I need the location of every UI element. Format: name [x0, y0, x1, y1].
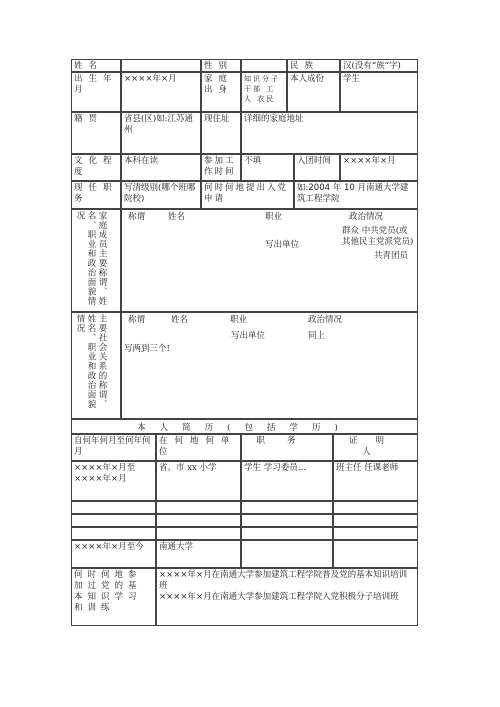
family-origin-label: 家庭出身 [201, 72, 241, 112]
training-line-2: ××××年×月在南通大学参加建筑工程学院入党积极分子培训班 [159, 592, 399, 602]
gender-value[interactable] [241, 59, 287, 72]
resume-row-3-period[interactable] [71, 514, 156, 527]
resume-row-4-period[interactable] [71, 527, 156, 540]
resume-row-2-place[interactable] [156, 501, 241, 514]
social-count-note: 写两到三个! [124, 344, 170, 354]
name-value[interactable] [121, 59, 201, 72]
family-section-label: 家庭成员主要称谓、姓名、职业和政治面貌情况 [75, 211, 107, 306]
party-apply-month: 10 [343, 183, 355, 193]
current-address-label: 现住址 [201, 112, 241, 154]
family-col-relation: 称谓 [128, 212, 146, 222]
resume-row-5-witness[interactable] [333, 540, 418, 568]
education-label: 文化程度 [71, 154, 121, 181]
social-col-relation: 称谓 [128, 315, 146, 325]
party-apply-year-suffix: 年 [332, 183, 342, 193]
native-place-value[interactable]: 省县(区)如:江苏通州 [121, 112, 201, 154]
resume-row-5-period[interactable]: ××××年×月至今 [71, 540, 156, 568]
resume-row-1-witness[interactable]: 班主任 任课老师 [333, 461, 418, 501]
family-origin-value[interactable]: 知识分子 干部 工人 农民 [241, 72, 287, 112]
resume-row-2-position[interactable] [241, 501, 333, 514]
resume-row-3-place[interactable] [156, 514, 241, 527]
resume-row-4-position[interactable] [241, 527, 333, 540]
family-col-name: 姓名 [168, 212, 186, 222]
party-apply-year: 2004 [308, 183, 331, 193]
training-line-1: ××××年×月在南通大学参加建筑工程学院普及党的基本知识培训班 [159, 570, 408, 591]
gender-label: 性别 [201, 59, 241, 72]
league-join-label: 入团时间 [294, 154, 340, 181]
social-politics-note: 同上 [308, 331, 326, 341]
education-value[interactable]: 本科在读 [121, 154, 201, 181]
party-apply-rest: 月南通大学建筑工程学院 [297, 183, 409, 204]
native-place-label: 籍贯 [71, 112, 121, 154]
birth-value[interactable]: ××××年×月 [121, 72, 201, 112]
social-job-note: 写出单位 [231, 331, 266, 341]
resume-col-witness: 证明人 [333, 434, 418, 461]
resume-row-4-witness[interactable] [333, 527, 418, 540]
work-start-value[interactable]: 不填 [241, 154, 294, 181]
resume-row-3-witness[interactable] [333, 514, 418, 527]
social-col-politics: 政治情况 [308, 315, 343, 325]
work-start-label: 参加工作时间 [201, 154, 241, 181]
social-section-label-cell [71, 312, 121, 419]
party-apply-label: 何时何地提出入党申请 [201, 181, 294, 209]
family-job-note: 写出单位 [265, 240, 300, 250]
self-status-label: 本人成份 [287, 72, 340, 112]
resume-row-1-position[interactable]: 学生 学习委员… [241, 461, 333, 501]
family-section-label-cell [71, 209, 121, 312]
social-relations-area[interactable] [121, 312, 418, 419]
resume-row-1-place[interactable]: 省、市 xx 小学 [156, 461, 241, 501]
self-status-value[interactable]: 学生 [340, 72, 418, 112]
resume-col-position: 职务 [241, 434, 333, 461]
league-join-value[interactable]: ××××年×月 [340, 154, 418, 181]
ethnicity-value[interactable]: 汉(没有“族”字) [340, 59, 418, 72]
training-label: 何时何地参加过党的基本知识学习和训练 [71, 568, 156, 626]
name-label: 姓名 [71, 59, 121, 72]
application-form [71, 59, 418, 626]
social-col-job: 职业 [230, 315, 248, 325]
resume-title: 本人简历(包括学历) [71, 419, 418, 434]
family-col-politics: 政治情况 [349, 212, 384, 222]
resume-row-4-place[interactable] [156, 527, 241, 540]
ethnicity-label: 民族 [287, 59, 340, 72]
resume-row-5-position[interactable] [241, 540, 333, 568]
resume-row-2-witness[interactable] [333, 501, 418, 514]
resume-row-5-place[interactable]: 南通大学 [156, 540, 241, 568]
family-politics-note2: 共青团员 [374, 251, 409, 261]
birth-label: 出生年月 [71, 72, 121, 112]
resume-row-2-period[interactable] [71, 501, 156, 514]
social-section-label: 主要社会关系的称谓、姓名、职业和政治面貌情况 [75, 314, 107, 409]
current-address-value[interactable]: 详细的家庭地址 [241, 112, 418, 154]
party-apply-value[interactable] [294, 181, 418, 209]
family-members-area[interactable] [121, 209, 418, 312]
current-post-value[interactable]: 写清级别(哪个班哪院校) [121, 181, 201, 209]
family-politics-note: 群众 中共党员(或其他民主党派党员) [342, 226, 414, 247]
family-col-job: 职业 [265, 212, 283, 222]
resume-col-period: 自何年何月至何年何月 [71, 434, 156, 461]
current-post-label: 现任职务 [71, 181, 121, 209]
party-apply-prefix: 如: [297, 183, 309, 193]
social-col-name: 姓名 [171, 315, 189, 325]
resume-row-1-period[interactable]: ××××年×月至××××年×月 [71, 461, 156, 501]
resume-row-3-position[interactable] [241, 514, 333, 527]
training-value[interactable] [156, 568, 418, 626]
resume-col-place: 在何地何单位 [156, 434, 241, 461]
